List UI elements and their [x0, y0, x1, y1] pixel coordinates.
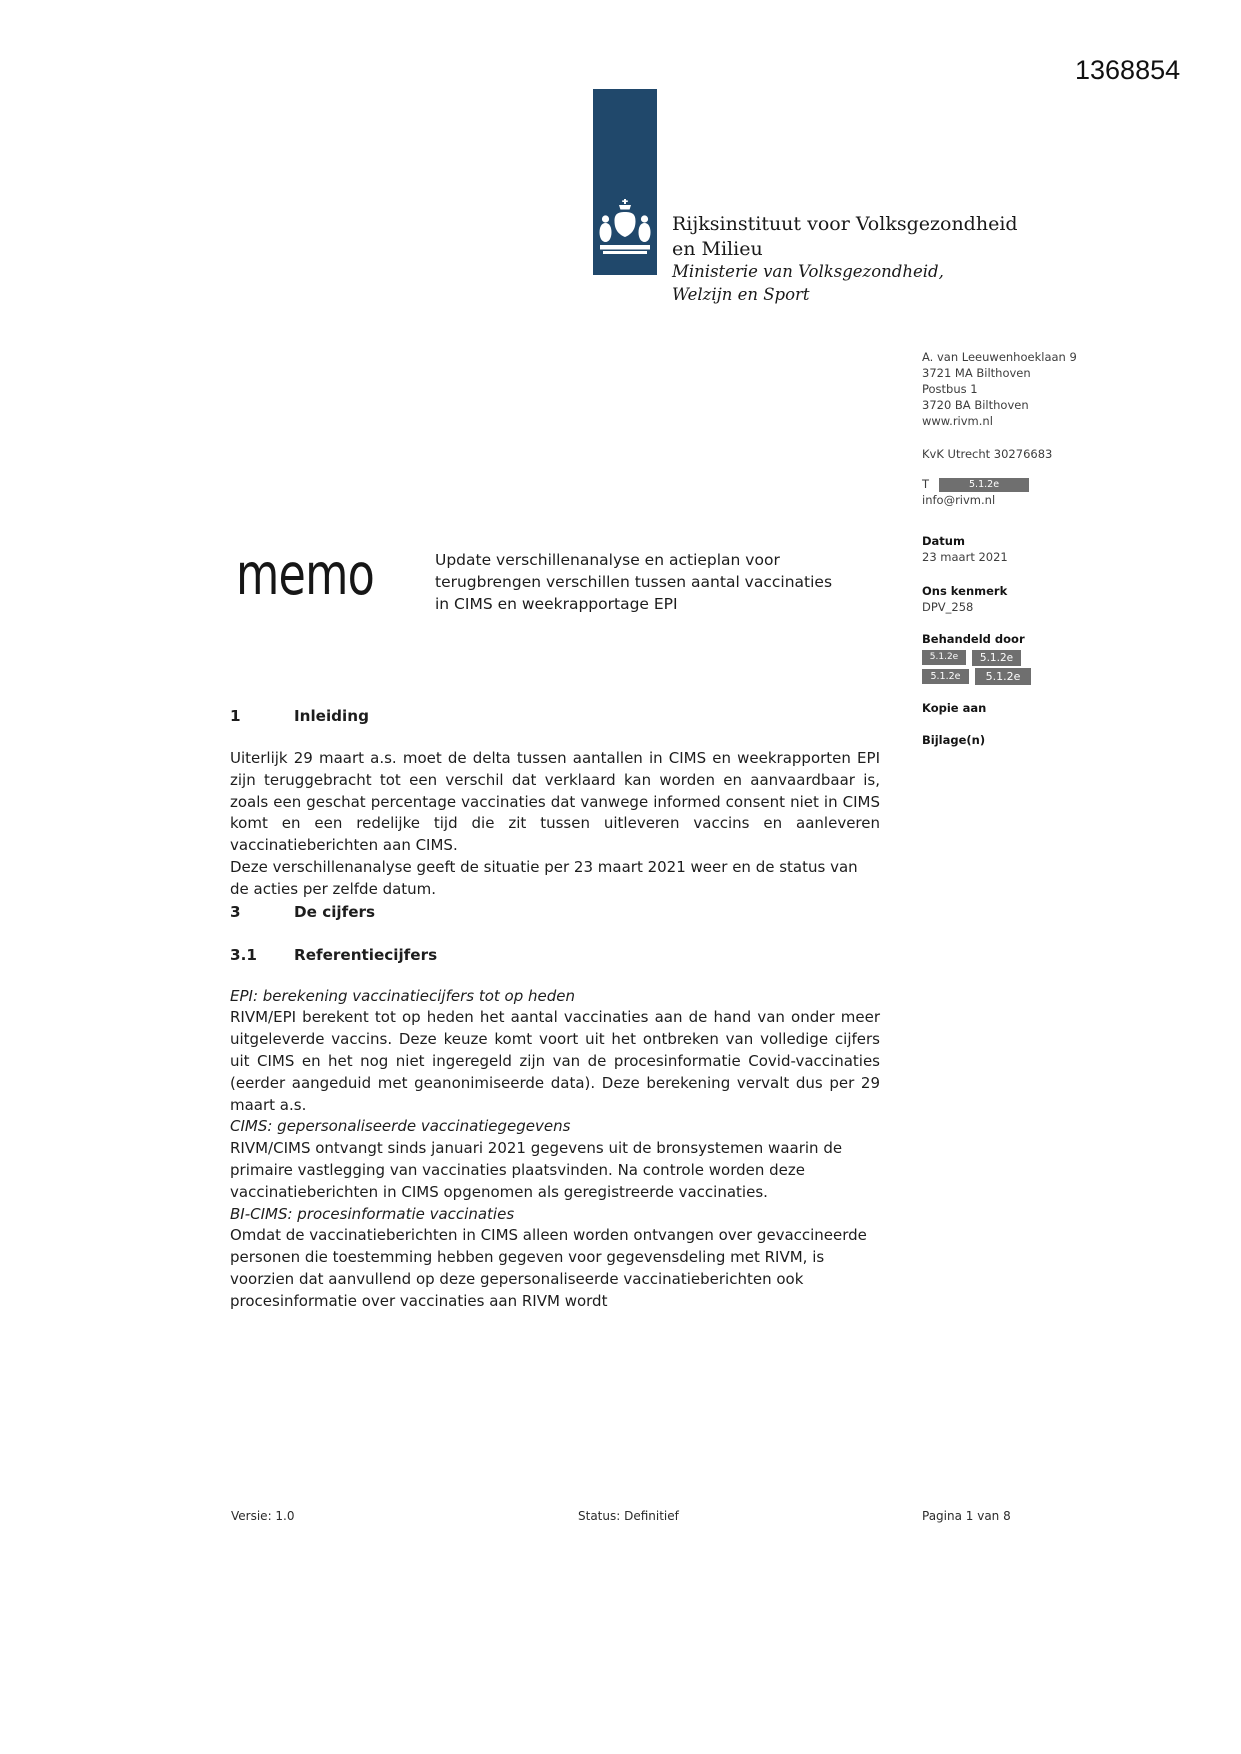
ministry-name-line1: Ministerie van Volksgezondheid,: [672, 262, 944, 281]
document-number: 1368854: [1075, 55, 1181, 85]
redaction-box: 5.1.2e: [922, 650, 966, 665]
section-title: Referentiecijfers: [294, 945, 438, 964]
footer-status: Status: Definitief: [578, 1509, 679, 1523]
phone-label: T: [922, 477, 930, 491]
logo-text-block: [672, 212, 1018, 306]
org-name-line1: Rijksinstituut voor Volksgezondheid: [672, 213, 1018, 235]
section-number: 3: [230, 902, 241, 921]
paragraph-inleiding-1: Uiterlijk 29 maart a.s. moet de delta tussen aantallen in CIMS en weekrapporten EPI zijn teruggebracht tot een verschil dat verklaard kan worden en aanvaardbaar is, zoals een geschat percentage vaccinaties dat vanwege informed consent niet in CIMS komt en een redelijke tijd die zit tussen uitleveren vaccins en aanleveren vaccinatieberichten aan CIMS.: [230, 749, 880, 855]
website-text: www.rivm.nl: [922, 414, 993, 428]
memo-body: [230, 705, 880, 1313]
subheading-bi-cims: BI-CIMS: procesinformatie vaccinaties: [230, 1204, 515, 1223]
kenmerk-label: Ons kenmerk: [922, 584, 1008, 598]
memo-title: [435, 549, 915, 615]
section-heading-de-cijfers: [230, 901, 880, 923]
footer-versie: Versie: 1.0: [231, 1509, 295, 1523]
section-title: De cijfers: [294, 902, 376, 921]
bijlage-label: Bijlage(n): [922, 732, 986, 747]
coat-of-arms-icon: [597, 199, 653, 257]
redaction-box: 5.1.2e: [922, 669, 969, 684]
paragraph-cims: RIVM/CIMS ontvangt sinds januari 2021 gegevens uit de bronsystemen waarin de primaire vastlegging van vaccinaties plaatsvinden. Na controle worden deze vaccinatieberichten in CIMS opgenomen als geregistreerde vaccinaties.: [230, 1139, 843, 1201]
kopie-aan-label: Kopie aan: [922, 700, 987, 715]
paragraph-epi: RIVM/EPI berekent tot op heden het aantal vaccinaties aan de hand van onder meer uitgeleverde vaccins. Deze keuze komt voort uit het ontbreken van volledige cijfers uit CIMS en het nog niet ingeregeld zijn van de procesinformatie Covid-vaccinaties (eerder aangeduid met geanonimiseerde data). Deze berekening vervalt dus per 29 maart a.s.: [230, 1008, 880, 1114]
redaction-box-phone: 5.1.2e: [939, 478, 1029, 492]
section-heading-referentiecijfers: [230, 944, 880, 966]
section-title: Inleiding: [294, 707, 369, 725]
memo-title-line: terugbrengen verschillen tussen aantal vaccinaties: [435, 573, 833, 591]
section-number: 3.1: [230, 945, 257, 964]
subheading-epi: EPI: berekening vaccinatiecijfers tot op heden: [230, 986, 576, 1005]
memo-title-line: Update verschillenanalyse en actieplan voor: [435, 551, 780, 569]
redaction-row: [922, 649, 1107, 666]
org-name-line2: en Milieu: [672, 237, 763, 260]
address-line: A. van Leeuwenhoeklaan 9: [922, 350, 1077, 364]
redaction-row: [922, 668, 1107, 685]
memo-label: memo: [236, 542, 375, 608]
address-line: 3720 BA Bilthoven: [922, 398, 1029, 412]
address-line: 3721 MA Bilthoven: [922, 366, 1031, 380]
redaction-box: 5.1.2e: [975, 668, 1031, 685]
address-line: Postbus 1: [922, 382, 978, 396]
footer-pagina: Pagina 1 van 8: [922, 1509, 1011, 1523]
datum-value: 23 maart 2021: [922, 550, 1008, 564]
section-heading-inleiding: [230, 705, 880, 727]
contact-sidebar: [922, 349, 1107, 748]
section-number: 1: [230, 707, 241, 725]
memo-title-line: in CIMS en weekrapportage EPI: [435, 595, 678, 613]
ministry-name-line2: Welzijn en Sport: [672, 284, 810, 304]
email-text: info@rivm.nl: [922, 493, 996, 507]
kenmerk-value: DPV_258: [922, 600, 974, 614]
behandeld-door-label: Behandeld door: [922, 632, 1025, 646]
datum-label: Datum: [922, 534, 965, 548]
logo-blue-bar: [593, 89, 657, 275]
subheading-cims: CIMS: gepersonaliseerde vaccinatiegegevens: [230, 1117, 571, 1136]
paragraph-bi-cims: Omdat de vaccinatieberichten in CIMS alleen worden ontvangen over gevaccineerde personen die toestemming hebben gegeven voor gegevensdeling met RIVM, is voorzien dat aanvullend op deze gepersonaliseerde vaccinatieberichten ook procesinformatie over vaccinaties aan RIVM wordt: [230, 1226, 867, 1310]
paragraph-inleiding-2: Deze verschillenanalyse geeft de situatie per 23 maart 2021 weer en de status van de acties per zelfde datum.: [230, 857, 858, 898]
phone-row: [922, 476, 1107, 492]
redaction-box: 5.1.2e: [972, 650, 1021, 666]
kvk-number: KvK Utrecht 30276683: [922, 447, 1053, 461]
